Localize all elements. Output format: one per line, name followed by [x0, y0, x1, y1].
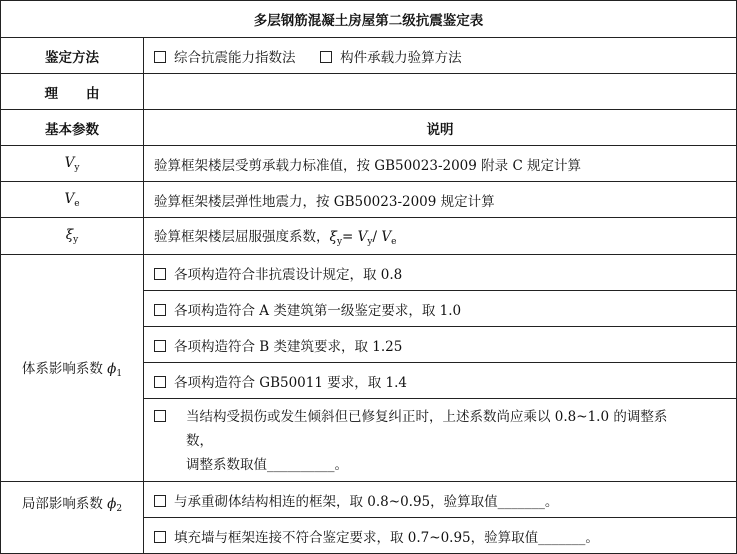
phi2-item-1-checkbox[interactable] — [154, 495, 166, 507]
method-option1-checkbox[interactable] — [154, 51, 166, 63]
method-option2-checkbox[interactable] — [320, 51, 332, 63]
phi1-adjust: 当结构受损伤或发生倾斜但已修复纠正时，上述系数尚应乘以 0.8~1.0 的调整系 数， 调整系数取值__________。 — [144, 399, 737, 482]
params-header-label: 基本参数 — [1, 110, 144, 146]
phi1-item-2: 各项构造符合 A 类建筑第一级鉴定要求，取 1.0 — [144, 291, 737, 327]
xi-desc: 验算框架楼层屈服强度系数，$\xi_y= V_y/$ $V_e$ — [144, 218, 737, 255]
phi1-item-1-checkbox[interactable] — [154, 268, 166, 280]
vy-symbol: $V_y$ — [1, 146, 144, 182]
phi2-item-2: 填充墙与框架连接不符合鉴定要求，取 0.7~0.95，验算取值_______。 — [144, 518, 737, 554]
method-option1-label: 综合抗震能力指数法 — [174, 49, 296, 66]
phi1-item-3-checkbox[interactable] — [154, 340, 166, 352]
phi2-row-1 — [1, 482, 737, 518]
reason-row — [1, 74, 737, 110]
phi1-item-1: 各项构造符合非抗震设计规定，取 0.8 — [144, 255, 737, 291]
phi1-item-2-checkbox[interactable] — [154, 304, 166, 316]
xi-symbol: $\xi_y$ — [1, 218, 144, 255]
ve-symbol: $V_e$ — [1, 182, 144, 218]
phi2-label: 局部影响系数 $\phi_2$ — [1, 482, 144, 554]
vy-desc: 验算框架楼层受剪承载力标准值，按 GB50023-2009 附录 C 规定计算 — [144, 146, 737, 182]
title-row — [1, 1, 737, 38]
phi1-item-3: 各项构造符合 B 类建筑要求，取 1.25 — [144, 327, 737, 363]
phi1-item-4: 各项构造符合 GB50011 要求，取 1.4 — [144, 363, 737, 399]
method-row — [1, 38, 737, 74]
method-options — [144, 38, 737, 74]
method-option2-label: 构件承载力验算方法 — [340, 49, 462, 66]
ve-row — [1, 182, 737, 218]
phi2-item-2-checkbox[interactable] — [154, 531, 166, 543]
params-header-row — [1, 110, 737, 146]
method-label: 鉴定方法 — [1, 38, 144, 74]
reason-value[interactable] — [144, 74, 737, 110]
reason-label: 理由 — [1, 74, 144, 110]
phi1-row-1 — [1, 255, 737, 291]
phi2-item-1: 与承重砌体结构相连的框架，取 0.8~0.95，验算取值_______。 — [144, 482, 737, 518]
phi1-label: 体系影响系数 $\phi_1$ — [1, 255, 144, 482]
vy-row — [1, 146, 737, 182]
params-header-desc: 说明 — [144, 110, 737, 146]
xi-row — [1, 218, 737, 255]
table-title: 多层钢筋混凝土房屋第二级抗震鉴定表 — [1, 1, 737, 38]
phi1-adjust-checkbox[interactable] — [154, 410, 166, 422]
ve-desc: 验算框架楼层弹性地震力，按 GB50023-2009 规定计算 — [144, 182, 737, 218]
phi1-item-4-checkbox[interactable] — [154, 376, 166, 388]
